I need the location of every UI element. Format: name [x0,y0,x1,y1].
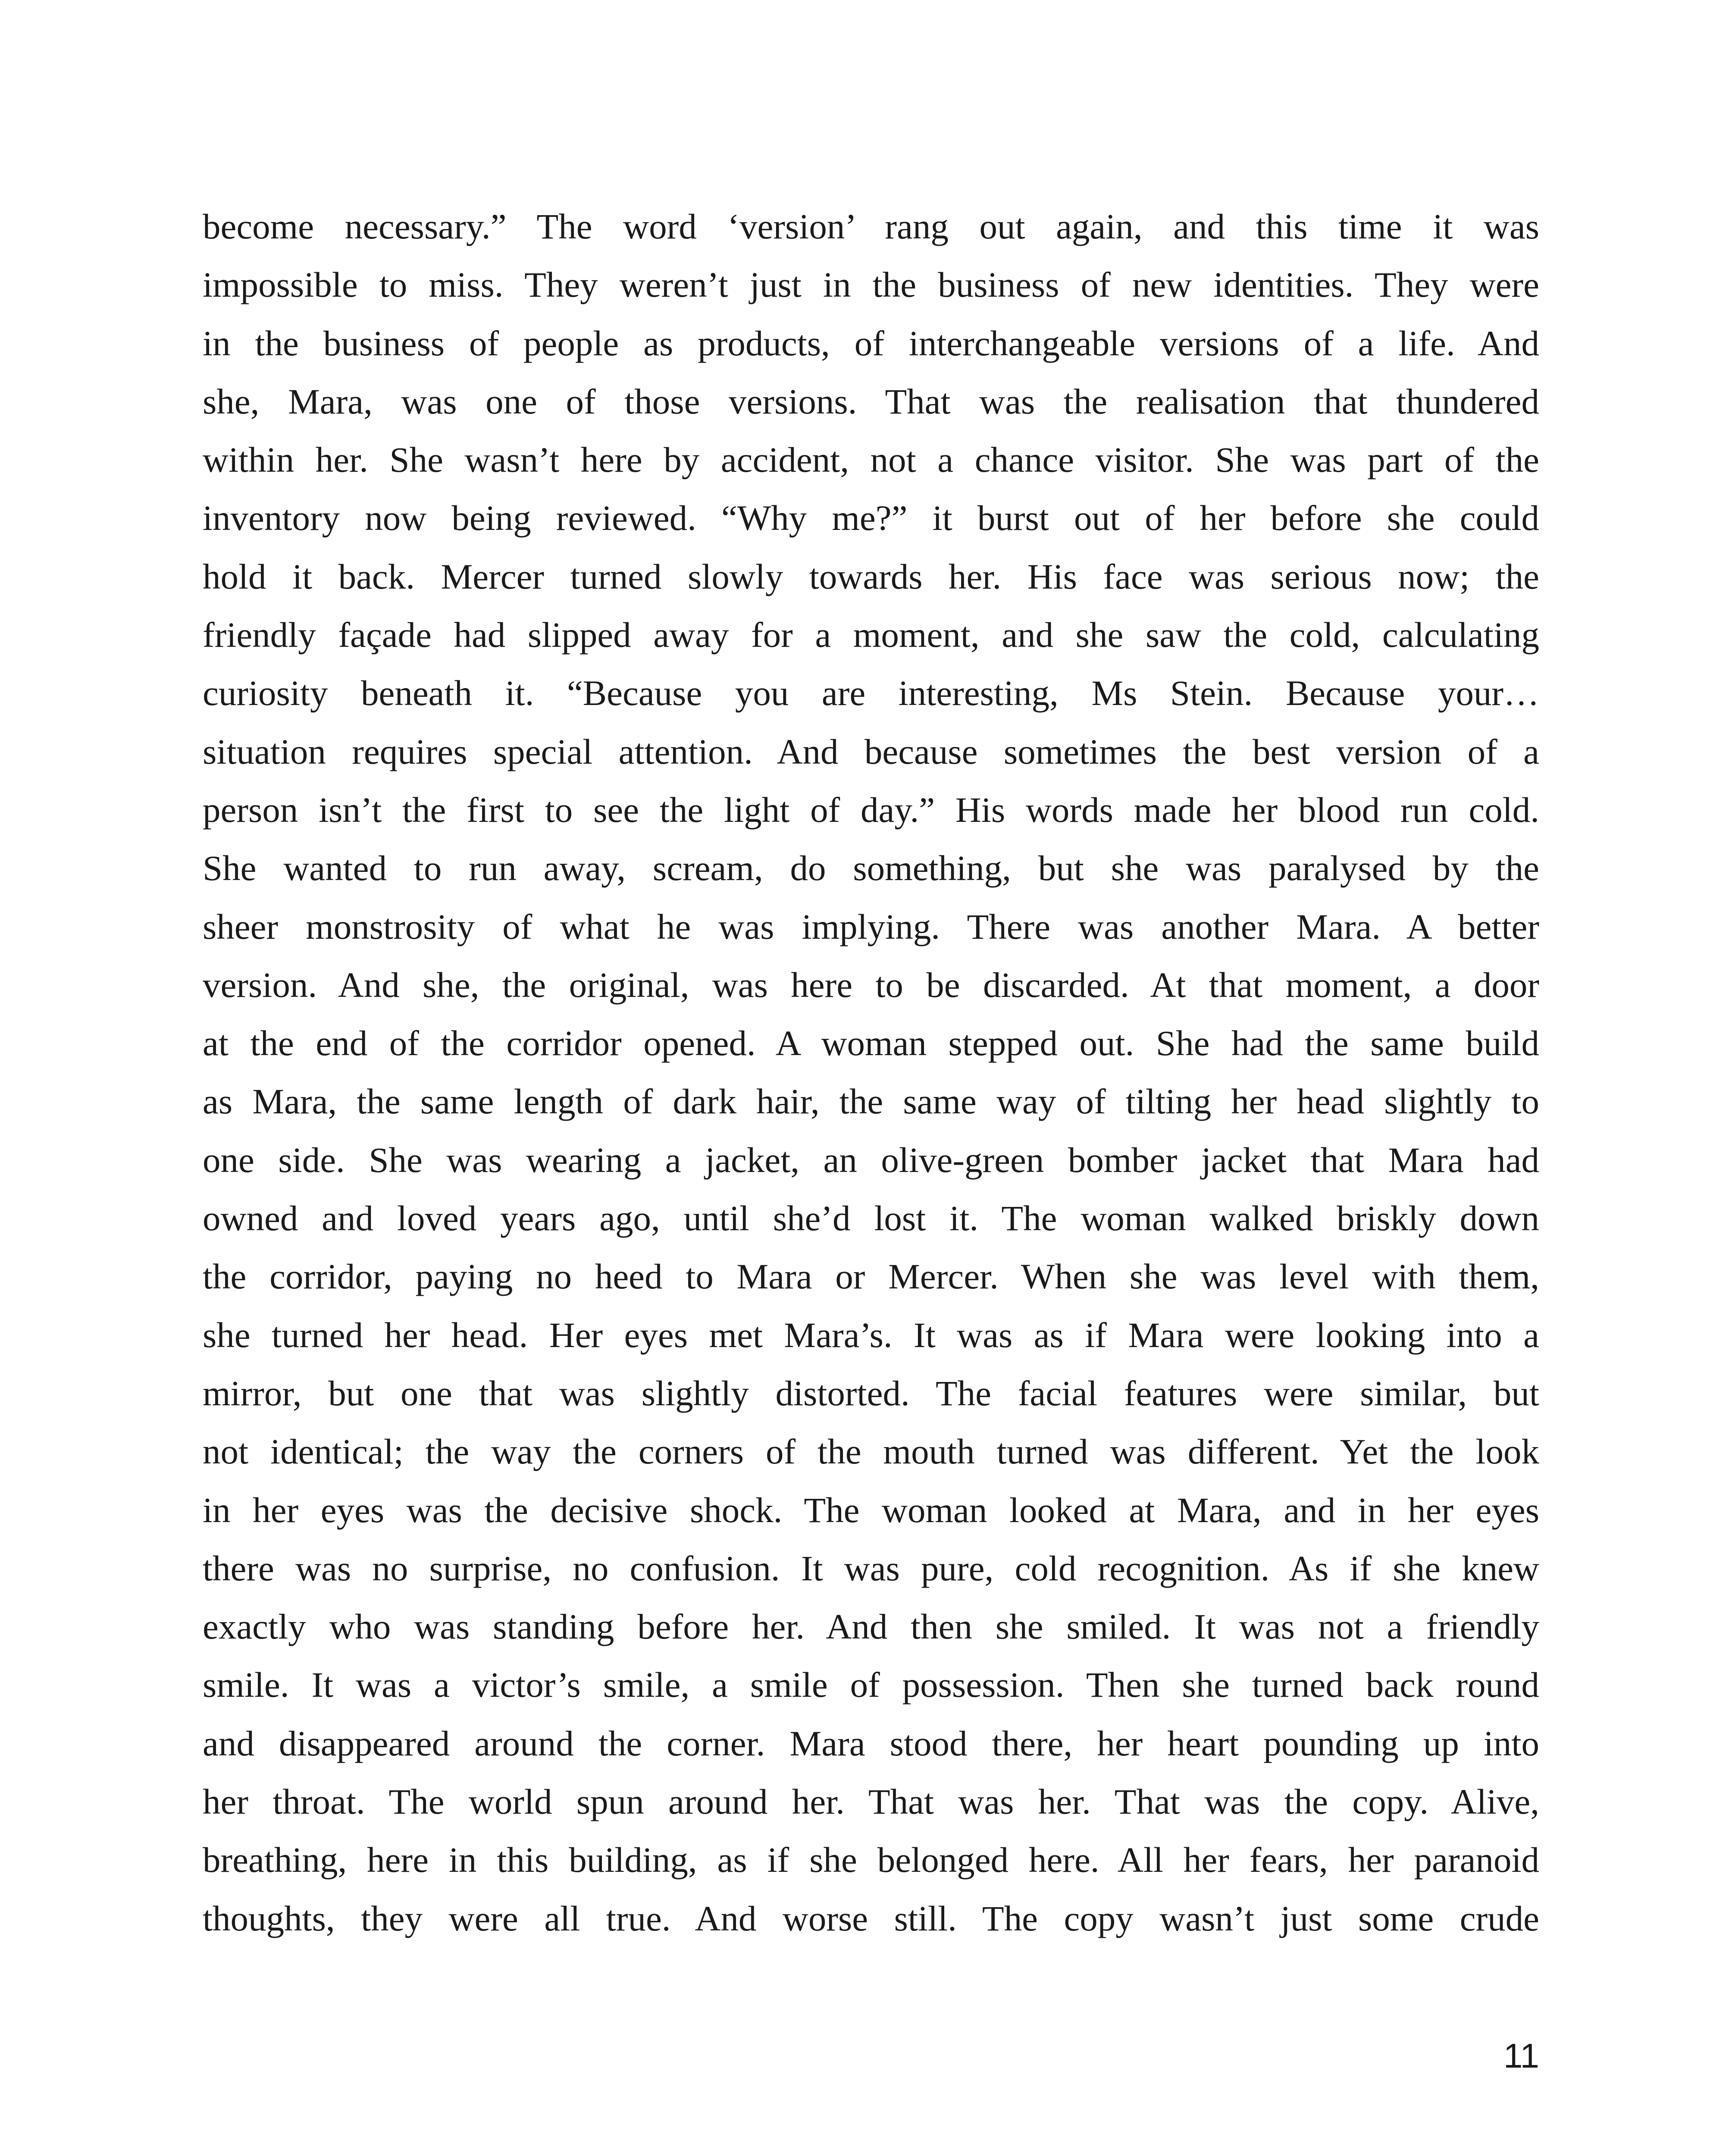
text-line: her throat. The world spun around her. That was her. That was the copy. Alive, [203,1782,1539,1822]
text-line: She wanted to run away, scream, do something, but she was paralysed by the [203,848,1539,888]
text-line: within her. She wasn’t here by accident, not a chance visitor. She was part of the [203,440,1539,480]
text-line: owned and loved years ago, until she’d lost it. The woman walked briskly down [203,1198,1539,1238]
text-line: friendly façade had slipped away for a moment, and she saw the cold, calculating [203,615,1539,655]
text-line: one side. She was wearing a jacket, an olive-green bomber jacket that Mara had [203,1140,1539,1180]
text-line: she turned her head. Her eyes met Mara’s. It was as if Mara were looking into a [203,1315,1539,1355]
text-line: situation requires special attention. And because sometimes the best version of a [203,731,1539,771]
text-line: mirror, but one that was slightly distorted. The facial features were similar, but [203,1373,1539,1413]
text-line: breathing, here in this building, as if she belonged here. All her fears, her paranoid [203,1840,1539,1880]
text-line: and disappeared around the corner. Mara stood there, her heart pounding up into [203,1723,1539,1763]
text-line: the corridor, paying no heed to Mara or Mercer. When she was level with them, [203,1257,1539,1297]
text-line: curiosity beneath it. “Because you are interesting, Ms Stein. Because your… [203,673,1539,713]
text-line: exactly who was standing before her. And then she smiled. It was not a friendly [203,1607,1539,1647]
text-line: hold it back. Mercer turned slowly towards her. His face was serious now; the [203,556,1539,596]
text-line: person isn’t the first to see the light of day.” His words made her blood run cold. [203,790,1539,830]
page-number: 11 [1503,2037,1539,2075]
body-paragraph [203,197,1539,1948]
text-line: she, Mara, was one of those versions. That was the realisation that thundered [203,381,1539,421]
text-line: in her eyes was the decisive shock. The woman looked at Mara, and in her eyes [203,1490,1539,1530]
text-line: at the end of the corridor opened. A woman stepped out. She had the same build [203,1023,1539,1063]
text-line: in the business of people as products, of interchangeable versions of a life. And [203,323,1539,363]
text-line: thoughts, they were all true. And worse still. The copy wasn’t just some crude [203,1898,1539,1938]
text-line: there was no surprise, no confusion. It was pure, cold recognition. As if she knew [203,1548,1539,1588]
text-line: as Mara, the same length of dark hair, the same way of tilting her head slightly to [203,1081,1539,1122]
text-line: smile. It was a victor’s smile, a smile of possession. Then she turned back round [203,1665,1539,1705]
text-line: become necessary.” The word ‘version’ rang out again, and this time it was [203,207,1539,246]
text-line: inventory now being reviewed. “Why me?” it burst out of her before she could [203,498,1539,538]
text-line: sheer monstrosity of what he was implying. There was another Mara. A better [203,906,1539,946]
text-line: impossible to miss. They weren’t just in the business of new identities. They were [203,265,1539,305]
text-line: version. And she, the original, was here to be discarded. At that moment, a door [203,965,1539,1005]
text-line: not identical; the way the corners of the mouth turned was different. Yet the look [203,1432,1539,1472]
